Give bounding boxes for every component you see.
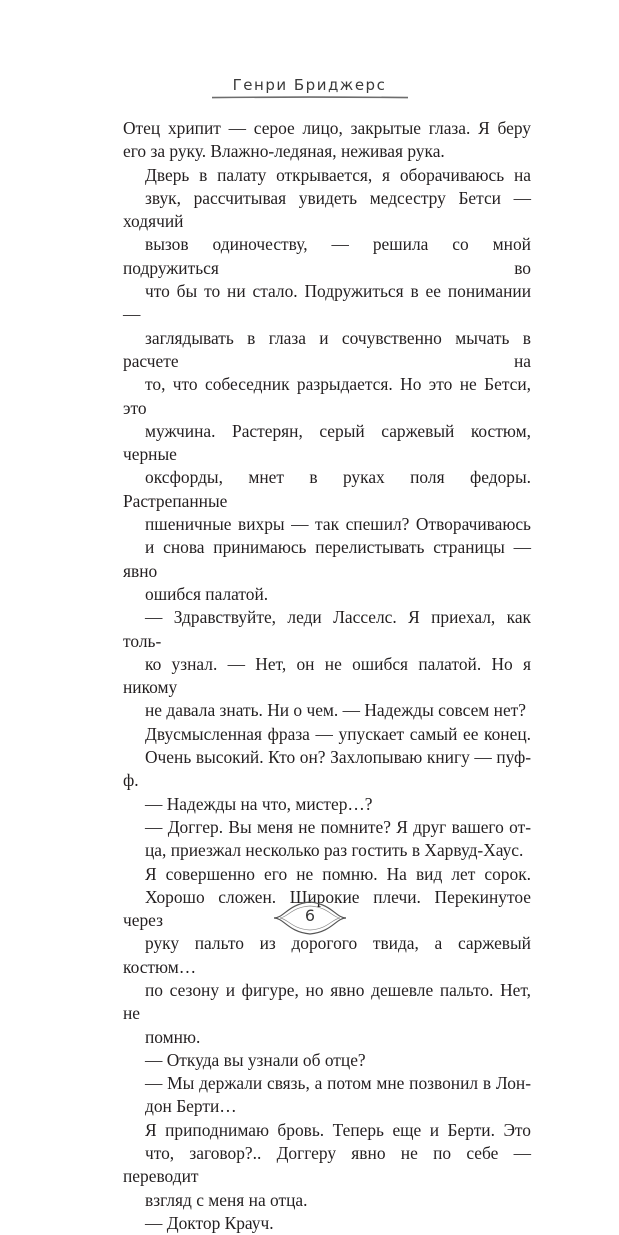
- text-line: помню.: [145, 1026, 201, 1047]
- text-line: ца, приезжал несколько раз гостить в Харвуд-Хаус.: [145, 840, 524, 861]
- text-line: что, заговор?.. Доггеру явно не по себе — переводит: [123, 1143, 531, 1187]
- text-line: взгляд с меня на отца.: [145, 1189, 308, 1210]
- text-line: то, что собеседник разрыдается. Но это не Бетси, это: [123, 374, 531, 418]
- text-line: звук, рассчитывая увидеть медсестру Бетси — ходячий: [123, 187, 531, 232]
- paragraph: [123, 1072, 531, 1119]
- paragraph: [123, 117, 531, 164]
- paragraph: [123, 1049, 531, 1072]
- text-line: вызов одиночеству, — решила со мной подружиться во: [123, 234, 531, 278]
- header-rule: [212, 96, 408, 99]
- text-line: и снова принимаюсь перелистывать страницы — явно: [123, 537, 531, 581]
- paragraph: [123, 816, 531, 863]
- text-line: — Доггер. Вы меня не помните? Я друг вашего от-: [145, 816, 531, 837]
- paragraph: [123, 863, 531, 1049]
- text-line: ошибся палатой.: [145, 583, 269, 604]
- text-line: Я совершенно его не помню. На вид лет сорок.: [145, 863, 531, 884]
- text-line: Отец хрипит — серое лицо, закрытые глаза. Я беру: [123, 118, 531, 138]
- paragraph: [123, 793, 531, 816]
- folio: [272, 898, 348, 938]
- text-line: Очень высокий. Кто он? Захлопываю книгу — пуф-ф.: [123, 747, 531, 791]
- text-line: Дверь в палату открывается, я оборачиваюсь на: [145, 164, 531, 185]
- text-line: мужчина. Растерян, серый саржевый костюм, черные: [123, 420, 531, 465]
- text-line: — Здравствуйте, леди Ласселс. Я приехал, как толь-: [123, 607, 531, 651]
- text-line: — Надежды на что, мистер…?: [145, 793, 373, 814]
- text-line: дон Берти…: [145, 1096, 237, 1117]
- text-line: оксфорды, мнет в руках поля федоры. Растрепанные: [123, 467, 531, 511]
- text-line: — Мы держали связь, а потом мне позвонил в Лон-: [145, 1073, 531, 1094]
- text-line: что бы то ни стало. Подружиться в ее понимании —: [123, 281, 531, 325]
- page-number: 6: [304, 906, 316, 925]
- text-line: по сезону и фигуре, но явно дешевле пальто. Нет, не: [123, 979, 531, 1024]
- text-line: — Доктор Крауч.: [145, 1212, 274, 1233]
- text-line: заглядывать в глаза и сочувственно мычать в расчете на: [123, 327, 531, 371]
- text-line: Двусмысленная фраза — упускает самый ее конец.: [145, 723, 531, 744]
- paragraph: [123, 606, 531, 722]
- running-header: Генри Бриджерс: [232, 76, 387, 94]
- paragraph: [123, 1212, 531, 1235]
- text-line: Я приподнимаю бровь. Теперь еще и Берти. Это: [145, 1119, 531, 1140]
- text-line: — Откуда вы узнали об отце?: [145, 1049, 366, 1070]
- text-line: руку пальто из дорогого твида, а саржевый костюм…: [123, 933, 531, 977]
- text-line: Хорошо сложен. Широкие плечи. Перекинутое через: [123, 886, 531, 931]
- text-line: его за руку. Влажно-ледяная, неживая рука.: [123, 141, 445, 162]
- text-line: не давала знать. Ни о чем. — Надежды совсем нет?: [145, 700, 526, 721]
- body-text: [123, 117, 531, 1235]
- text-line: пшеничные вихры — так спешил? Отворачиваюсь: [145, 514, 531, 535]
- paragraph: [123, 164, 531, 607]
- paragraph: [123, 723, 531, 793]
- text-line: ко узнал. — Нет, он не ошибся палатой. Но я никому: [123, 653, 531, 698]
- paragraph: [123, 1119, 531, 1212]
